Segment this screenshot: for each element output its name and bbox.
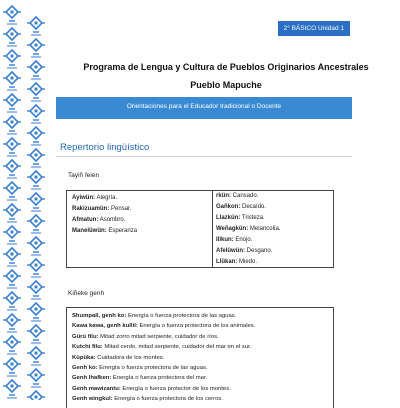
- pattern-step: [9, 20, 15, 22]
- pattern-dot: [11, 209, 14, 212]
- pattern-step: [7, 133, 17, 135]
- vocab-meaning: Energía o fuerza protectora de los animales.: [139, 323, 256, 330]
- document-title: Programa de Lengua y Cultura de Pueblos Originarios Ancestrales: [83, 62, 369, 72]
- vocab-row: [72, 342, 330, 352]
- vocab-meaning: Cuidadora de los montes.: [97, 354, 165, 361]
- pattern-dot: [11, 253, 14, 256]
- pattern-step: [31, 342, 41, 344]
- vocab-term: Manelüwün:: [72, 228, 107, 234]
- pattern-step: [31, 144, 41, 146]
- pattern-dot: [11, 231, 14, 234]
- vocab-meaning: Energía o fuerza protectora de las aguas.: [127, 313, 237, 319]
- pattern-dot: [11, 143, 14, 146]
- feelings-column-right: [216, 191, 328, 268]
- pattern-dot: [35, 22, 38, 25]
- pattern-step: [31, 210, 41, 212]
- pattern-step: [9, 372, 15, 374]
- vocab-meaning: Mitad cerdo, mitad serpiente, cuidador del mar en el sur.: [104, 344, 252, 351]
- vocab-row: [72, 373, 330, 383]
- pattern-step: [33, 97, 39, 99]
- pattern-step: [7, 331, 17, 333]
- vocab-meaning: Desgano.: [246, 248, 273, 254]
- vocab-meaning: Energía o fuerza protectora de las aguas.: [99, 365, 208, 372]
- pattern-dot: [11, 11, 14, 14]
- vocab-term: Kawa kawa, genh kullil:: [72, 323, 138, 330]
- pattern-dot: [35, 66, 38, 69]
- pattern-step: [7, 89, 17, 91]
- vocab-row: [216, 191, 328, 202]
- vocab-term: Gañkon:: [216, 204, 241, 210]
- pattern-dot: [35, 88, 38, 91]
- pattern-step: [7, 243, 17, 245]
- pattern-dot: [35, 220, 38, 223]
- pattern-step: [31, 166, 41, 168]
- pattern-dot: [35, 44, 38, 47]
- vocab-meaning: Pensar.: [111, 206, 132, 212]
- vocab-meaning: Mitad zorro mitad serpiente, cuidador de ríos.: [100, 333, 219, 340]
- vocab-row: [216, 202, 328, 213]
- pattern-step: [9, 240, 15, 242]
- pattern-step: [33, 75, 39, 77]
- pattern-step: [31, 276, 41, 278]
- vocab-meaning: Miedo.: [239, 259, 258, 265]
- pattern-step: [9, 196, 15, 198]
- pattern-step: [7, 353, 17, 355]
- vocab-row: [216, 235, 328, 246]
- pattern-dot: [11, 187, 14, 190]
- pattern-step: [9, 218, 15, 220]
- pattern-dot: [11, 165, 14, 168]
- vocab-term: Genh mawizantu:: [72, 385, 121, 392]
- pattern-step: [31, 56, 41, 58]
- pattern-step: [31, 78, 41, 80]
- document-subtitle: Pueblo Mapuche: [190, 80, 262, 90]
- vocab-row: [72, 226, 208, 237]
- pattern-dot: [11, 363, 14, 366]
- pattern-step: [7, 155, 17, 157]
- vocab-row: [72, 321, 330, 331]
- vocab-row: [216, 257, 328, 268]
- pattern-step: [31, 34, 41, 36]
- pattern-step: [31, 122, 41, 124]
- pattern-dot: [35, 264, 38, 267]
- pattern-step: [33, 53, 39, 55]
- mapuche-pattern-graphic: [0, 0, 52, 400]
- pattern-step: [7, 67, 17, 69]
- pattern-dot: [35, 176, 38, 179]
- vocab-term: Ayiwün:: [72, 195, 96, 201]
- vocab-term: Kutchi filu:: [72, 344, 103, 351]
- pattern-step: [7, 265, 17, 267]
- vocab-term: Genh ko:: [72, 365, 98, 372]
- pattern-step: [9, 284, 15, 286]
- pattern-step: [33, 229, 39, 231]
- pattern-step: [33, 361, 39, 363]
- pattern-step: [31, 254, 41, 256]
- pattern-dot: [11, 385, 14, 388]
- vocab-row: [72, 311, 330, 321]
- spirits-table: [66, 307, 334, 408]
- pattern-dot: [11, 77, 14, 80]
- pattern-step: [7, 375, 17, 377]
- pattern-step: [33, 119, 39, 121]
- pattern-step: [7, 177, 17, 179]
- vocab-row: [72, 332, 330, 342]
- pattern-dot: [11, 341, 14, 344]
- vocab-row: [72, 204, 208, 215]
- pattern-dot: [35, 132, 38, 135]
- pattern-step: [31, 100, 41, 102]
- vocab-term: Genh lhafken:: [72, 375, 112, 382]
- vocab-row: [72, 193, 208, 204]
- pattern-step: [33, 163, 39, 165]
- pattern-step: [33, 383, 39, 385]
- pattern-dot: [11, 55, 14, 58]
- table-column-divider: [212, 191, 213, 267]
- vocab-meaning: Energía o fuerza protectora de los cerros.: [114, 396, 223, 403]
- pattern-step: [9, 64, 15, 66]
- vocab-meaning: Alegría.: [96, 195, 118, 201]
- vocab-row: [216, 246, 328, 257]
- vocab-row: [72, 394, 330, 404]
- vocab-meaning: Decaído.: [242, 204, 267, 210]
- pattern-step: [33, 295, 39, 297]
- vocab-meaning: Cansado.: [232, 193, 259, 199]
- pattern-step: [33, 141, 39, 143]
- pattern-step: [33, 185, 39, 187]
- vocab-term: Llazkün:: [216, 215, 241, 221]
- pattern-step: [9, 42, 15, 44]
- pattern-step: [31, 364, 41, 366]
- vocab-row: [72, 353, 330, 363]
- pattern-step: [9, 174, 15, 176]
- pattern-step: [9, 306, 15, 308]
- pattern-dot: [35, 374, 38, 377]
- pattern-dot: [11, 319, 14, 322]
- pattern-dot: [11, 297, 14, 300]
- pattern-step: [33, 339, 39, 341]
- vocab-term: rkün:: [216, 193, 231, 199]
- pattern-dot: [35, 308, 38, 311]
- pattern-dot: [11, 33, 14, 36]
- vocab-term: Afmatun:: [72, 217, 99, 223]
- unit-badge: 2° BÁSICO Unidad 1: [278, 21, 350, 36]
- vocab-row: [72, 384, 330, 394]
- pattern-step: [9, 108, 15, 110]
- vocab-term: Weñagkün:: [216, 226, 249, 232]
- pattern-dot: [11, 275, 14, 278]
- pattern-step: [9, 262, 15, 264]
- vocab-row: [216, 224, 328, 235]
- vocab-meaning: Enojo.: [235, 237, 253, 243]
- vocab-term: Llükan:: [216, 259, 238, 265]
- pattern-step: [33, 317, 39, 319]
- pattern-step: [9, 328, 15, 330]
- spirits-label: Kiñeke genh: [68, 290, 105, 297]
- pattern-step: [9, 152, 15, 154]
- pattern-step: [9, 394, 15, 396]
- pattern-step: [7, 199, 17, 201]
- vocab-meaning: Energía o fuerza protector de los montes.: [122, 385, 231, 392]
- vocab-term: Afelüwün:: [216, 248, 245, 254]
- pattern-step: [7, 111, 17, 113]
- pattern-step: [33, 207, 39, 209]
- vocab-meaning: Melancolía.: [249, 226, 281, 232]
- mapuche-pattern-border: [0, 0, 52, 400]
- feelings-column-left: [72, 193, 208, 237]
- pattern-step: [31, 188, 41, 190]
- feelings-table: [66, 190, 334, 268]
- pattern-dot: [35, 396, 38, 399]
- pattern-step: [33, 273, 39, 275]
- section-heading: Repertorio lingüístico: [60, 142, 150, 153]
- pattern-dot: [11, 99, 14, 102]
- vocab-row: [216, 213, 328, 224]
- vocab-row: [72, 215, 208, 226]
- pattern-dot: [35, 242, 38, 245]
- vocab-term: Illkun:: [216, 237, 234, 243]
- pattern-step: [7, 397, 17, 399]
- pattern-step: [9, 130, 15, 132]
- pattern-step: [31, 232, 41, 234]
- vocab-term: Rakizuamün:: [72, 206, 110, 212]
- vocab-meaning: Asombro.: [99, 217, 126, 223]
- pattern-step: [31, 320, 41, 322]
- pattern-dot: [35, 286, 38, 289]
- pattern-step: [9, 350, 15, 352]
- pattern-step: [31, 298, 41, 300]
- pattern-step: [7, 287, 17, 289]
- pattern-dot: [35, 154, 38, 157]
- feelings-label: Tayiñ feien: [68, 172, 100, 179]
- pattern-step: [31, 386, 41, 388]
- pattern-step: [7, 23, 17, 25]
- pattern-step: [7, 221, 17, 223]
- vocab-row: [72, 363, 330, 373]
- vocab-term: Genh wingkul:: [72, 396, 113, 403]
- section-divider: [56, 156, 352, 157]
- pattern-dot: [35, 330, 38, 333]
- pattern-dot: [11, 121, 14, 124]
- vocab-term: Gürü filu:: [72, 333, 99, 340]
- educator-guidance-bar: Orientaciones para el Educador tradicional o Docente: [56, 97, 352, 119]
- pattern-dot: [35, 352, 38, 355]
- vocab-meaning: Tristeza.: [241, 215, 265, 221]
- pattern-step: [33, 31, 39, 33]
- pattern-step: [7, 309, 17, 311]
- pattern-dot: [35, 110, 38, 113]
- pattern-step: [7, 45, 17, 47]
- spirits-rows: [72, 311, 330, 405]
- vocab-term: Küpüka:: [72, 354, 96, 361]
- pattern-step: [9, 86, 15, 88]
- vocab-meaning: Energía o fuerza protectora del mar.: [112, 375, 208, 382]
- pattern-dot: [35, 198, 38, 201]
- pattern-step: [33, 251, 39, 253]
- vocab-term: Shumpall, genh ko:: [72, 313, 127, 319]
- vocab-meaning: Esperanza: [108, 228, 138, 234]
